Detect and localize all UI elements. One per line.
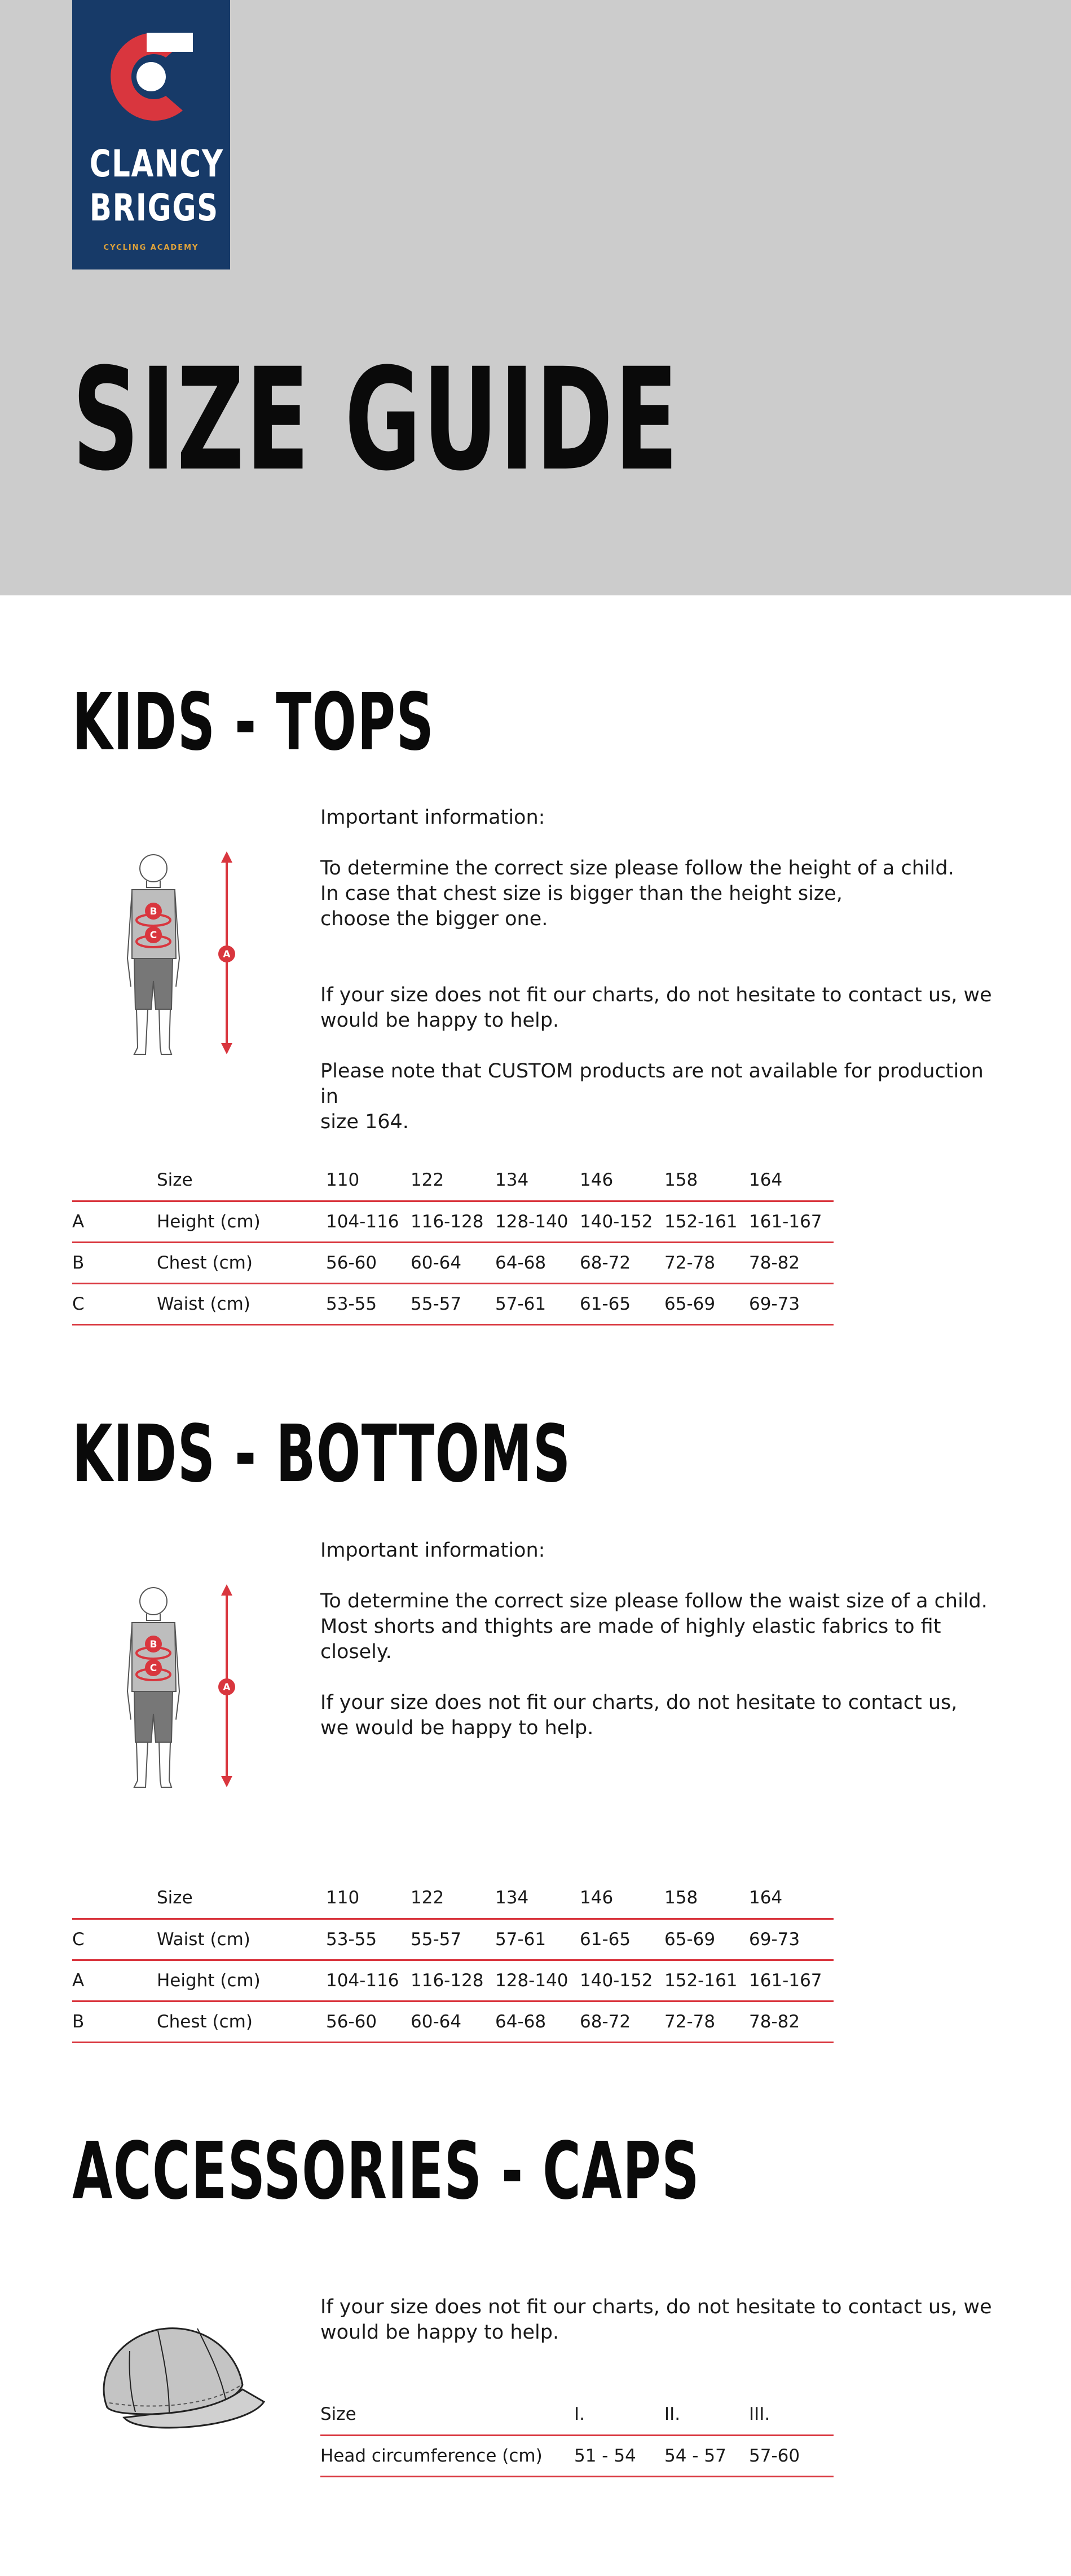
brand-logo-mark-icon bbox=[72, 0, 230, 141]
row-letter: C bbox=[72, 1283, 157, 1324]
table-header-cell: 164 bbox=[749, 1169, 783, 1190]
caps-size-table bbox=[320, 2394, 834, 2477]
brand-name-line2: BRIGGS bbox=[89, 186, 219, 229]
row-label: Height (cm) bbox=[157, 1201, 326, 1242]
table-cell: 65-69 bbox=[664, 1283, 749, 1324]
info-paragraph: If your size does not fit our charts, do not hesitate to contact us, we would be happy to help. bbox=[320, 984, 992, 1032]
table-header-row bbox=[72, 1160, 834, 1201]
page-title: SIZE GUIDE bbox=[72, 338, 680, 502]
table-cell: 55-57 bbox=[411, 1283, 495, 1324]
table-header-cell: 158 bbox=[664, 1169, 698, 1190]
info-heading: Important information: bbox=[320, 1539, 545, 1562]
table-header-cell: 164 bbox=[749, 1887, 783, 1908]
child-body-measurement-icon bbox=[113, 846, 259, 1060]
hero-banner bbox=[0, 0, 1071, 595]
row-letter: C bbox=[72, 1919, 157, 1960]
table-header-label: Size bbox=[320, 2403, 356, 2424]
info-heading: Important information: bbox=[320, 806, 545, 829]
table-cell: 57-60 bbox=[749, 2435, 834, 2476]
table-row bbox=[72, 1283, 834, 1324]
table-header-cell: 134 bbox=[495, 1169, 529, 1190]
accessories-caps-title: ACCESSORIES - CAPS bbox=[72, 2126, 700, 2217]
table-cell bbox=[72, 1160, 157, 1201]
table-header-cell: 110 bbox=[326, 1169, 360, 1190]
info-paragraph: Please note that CUSTOM products are not available for production in size 164. bbox=[320, 1060, 984, 1133]
table-cell: 60-64 bbox=[411, 2001, 495, 2042]
row-label: Head circumference (cm) bbox=[320, 2435, 574, 2476]
marker-c-label: C bbox=[149, 930, 157, 941]
kids-bottoms-size-table bbox=[72, 1877, 834, 2043]
table-header-row bbox=[320, 2394, 834, 2435]
table-cell: 56-60 bbox=[326, 2001, 411, 2042]
table-header-cell: 158 bbox=[664, 1887, 698, 1908]
table-cell: 61-65 bbox=[580, 1283, 664, 1324]
info-paragraph: To determine the correct size please follow the waist size of a child. Most shorts and thights are made of highly elastic fabrics to fit closely. bbox=[320, 1590, 988, 1663]
table-header-label: Size bbox=[157, 1169, 193, 1190]
table-cell: 65-69 bbox=[664, 1919, 749, 1960]
table-row bbox=[72, 1960, 834, 2001]
row-letter: A bbox=[72, 1201, 157, 1242]
marker-a-label: A bbox=[223, 949, 231, 960]
table-cell: 78-82 bbox=[749, 2001, 834, 2042]
marker-c-label: C bbox=[149, 1663, 157, 1674]
table-cell: 78-82 bbox=[749, 1242, 834, 1283]
kids-tops-info bbox=[320, 805, 997, 1135]
table-header-cell: 122 bbox=[411, 1887, 444, 1908]
kids-bottoms-info bbox=[320, 1538, 997, 1741]
table-cell: 60-64 bbox=[411, 1242, 495, 1283]
table-row bbox=[72, 2001, 834, 2042]
table-cell bbox=[72, 1877, 157, 1919]
table-cell: 57-61 bbox=[495, 1919, 580, 1960]
row-letter: A bbox=[72, 1960, 157, 2001]
kids-tops-title: KIDS - TOPS bbox=[72, 677, 435, 768]
brand-name-line1: CLANCY bbox=[89, 142, 224, 185]
table-cell: 69-73 bbox=[749, 1919, 834, 1960]
table-header-cell: 110 bbox=[326, 1887, 360, 1908]
table-header-label: Size bbox=[157, 1887, 193, 1908]
row-letter: B bbox=[72, 1242, 157, 1283]
table-cell: 72-78 bbox=[664, 1242, 749, 1283]
table-header-cell: I. bbox=[574, 2403, 585, 2424]
row-label: Waist (cm) bbox=[157, 1919, 326, 1960]
table-header-row bbox=[72, 1877, 834, 1919]
table-cell: 53-55 bbox=[326, 1283, 411, 1324]
table-cell: 51 - 54 bbox=[574, 2435, 664, 2476]
table-cell: 116-128 bbox=[411, 1201, 495, 1242]
table-cell: 152-161 bbox=[664, 1960, 749, 2001]
marker-b-label: B bbox=[149, 1639, 157, 1650]
kids-tops-size-table bbox=[72, 1160, 834, 1325]
table-cell: 64-68 bbox=[495, 2001, 580, 2042]
table-cell: 53-55 bbox=[326, 1919, 411, 1960]
marker-a-label: A bbox=[223, 1682, 231, 1693]
row-label: Chest (cm) bbox=[157, 1242, 326, 1283]
info-paragraph: To determine the correct size please follow the height of a child. In case that chest size is bigger than the height size, choose the bigger one. bbox=[320, 857, 954, 930]
brand-logo[interactable] bbox=[72, 0, 230, 269]
cycling-cap-icon bbox=[85, 2317, 271, 2436]
table-cell: 161-167 bbox=[749, 1960, 834, 2001]
table-cell: 61-65 bbox=[580, 1919, 664, 1960]
table-row bbox=[72, 1201, 834, 1242]
child-body-measurement-icon bbox=[113, 1579, 259, 1793]
row-label: Chest (cm) bbox=[157, 2001, 326, 2042]
marker-b-label: B bbox=[149, 906, 157, 917]
table-cell: 152-161 bbox=[664, 1201, 749, 1242]
table-cell: 140-152 bbox=[580, 1201, 664, 1242]
accessories-caps-info bbox=[320, 2295, 997, 2345]
table-cell: 140-152 bbox=[580, 1960, 664, 2001]
row-label: Height (cm) bbox=[157, 1960, 326, 2001]
table-cell: 104-116 bbox=[326, 1960, 411, 2001]
table-row bbox=[320, 2435, 834, 2476]
brand-tagline: CYCLING ACADEMY bbox=[103, 244, 199, 252]
table-header-cell: III. bbox=[749, 2403, 770, 2424]
table-cell: 69-73 bbox=[749, 1283, 834, 1324]
table-row bbox=[72, 1919, 834, 1960]
table-header-cell: 146 bbox=[580, 1169, 614, 1190]
table-cell: 57-61 bbox=[495, 1283, 580, 1324]
table-cell: 55-57 bbox=[411, 1919, 495, 1960]
kids-bottoms-title: KIDS - BOTTOMS bbox=[72, 1408, 571, 1500]
table-cell: 64-68 bbox=[495, 1242, 580, 1283]
table-header-cell: 122 bbox=[411, 1169, 444, 1190]
table-header-cell: 134 bbox=[495, 1887, 529, 1908]
table-cell: 161-167 bbox=[749, 1201, 834, 1242]
table-header-cell: II. bbox=[664, 2403, 681, 2424]
info-paragraph: If your size does not fit our charts, do not hesitate to contact us, we would be happy to help. bbox=[320, 2296, 992, 2344]
row-label: Waist (cm) bbox=[157, 1283, 326, 1324]
table-row bbox=[72, 1242, 834, 1283]
table-cell: 54 - 57 bbox=[664, 2435, 749, 2476]
table-cell: 128-140 bbox=[495, 1960, 580, 2001]
table-header-cell: 146 bbox=[580, 1887, 614, 1908]
table-cell: 68-72 bbox=[580, 1242, 664, 1283]
table-cell: 72-78 bbox=[664, 2001, 749, 2042]
info-paragraph: If your size does not fit our charts, do not hesitate to contact us, we would be happy to help. bbox=[320, 1691, 958, 1739]
row-letter: B bbox=[72, 2001, 157, 2042]
table-cell: 116-128 bbox=[411, 1960, 495, 2001]
table-cell: 68-72 bbox=[580, 2001, 664, 2042]
table-cell: 56-60 bbox=[326, 1242, 411, 1283]
table-cell: 104-116 bbox=[326, 1201, 411, 1242]
table-cell: 128-140 bbox=[495, 1201, 580, 1242]
